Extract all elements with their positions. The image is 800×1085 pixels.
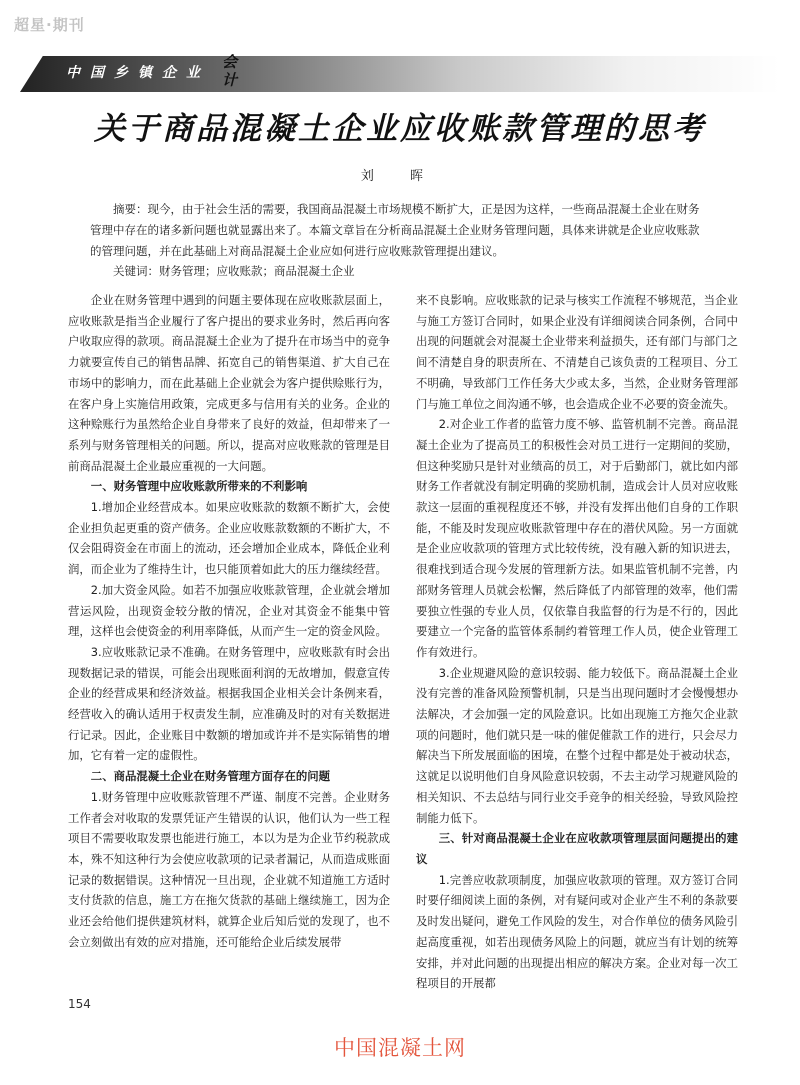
paragraph: 企业在财务管理中遇到的问题主要体现在应收账款层面上，应收账款是指当企业履行了客户提出的要求业务时，然后再向客户收取应得的款项。商品混凝土企业为了提升在市场当中的竞争力就要宣传自己的销售品牌、拓宽自己的销售渠道、扩大自己在市场中的影响力，而在此基础上企业就会为客户提供赊账行为，在客户身上实施信用政策，完成更多与信用有关的业务。企业的这种赊账行为虽然给企业自身带来了良好的效益，但却带来了一系列与财务管理相关的问题。所以，提高对应收账款的管理是目前商品混凝土企业最应重视的一大问题。 (68, 293, 390, 473)
section-heading: 一、财务管理中应收账款所带来的不利影响 (90, 479, 308, 494)
watermark: 超星·期刊 (14, 16, 85, 34)
right-column (416, 290, 738, 994)
paragraph: 3.应收账款记录不准确。在财务管理中，应收账款有时会出现数据记录的错误，可能会出现账面利润的无故增加，假意宣传企业的经营成果和经济效益。根据我国企业相关会计条例来看，经营收入的确认适用于权责发生制，应准确及时的对有关数据进行记录。因此，企业账目中数额的增加或许并不是实际销售的增加，它有着一定的虚假性。 (68, 644, 390, 763)
author: 刘 晖 (360, 169, 440, 184)
left-column (68, 290, 390, 953)
page-number: 154 (68, 997, 91, 1011)
paragraph: 1.财务管理中应收账款管理不严谨、制度不完善。企业财务工作者会对收取的发票凭证产生错误的认识，他们认为一些工程项目不需要收取发票也能进行施工，本以为是为企业节约税款成本，殊不知这种行为会使应收款项的记录者漏记，从而造成账面记录的数据错误。这种情况一旦出现，企业就不知道施工方适时支付货款的信息，施工方在拖欠货款的基础上继续施工，因为企业还会给他们提供建筑材料，就算企业后知后觉的发现了，也不会立刻做出有效的应对措施，还可能给企业后续发展带 (68, 789, 390, 949)
keywords: 关键词：财务管理；应收账款；商品混凝土企业 (113, 264, 355, 278)
section-heading: 三、针对商品混凝土企业在应收款项管理层面问题提出的建议 (416, 831, 738, 866)
paragraph: 来不良影响。应收账款的记录与核实工作流程不够规范，当企业与施工方签订合同时，如果企业没有详细阅读合同条例，合同中出现的问题就会对混凝土企业带来利益损失，还有部门与部门之间不清楚自身的职责所在、不清楚自己该负责的工程项目、分工不明确，导致部门工作任务大少或太多，当然，企业财务管理部门与施工单位之间沟通不够，也会造成企业不必要的资金流失。 (416, 293, 738, 411)
section-heading: 二、商品混凝土企业在财务管理方面存在的问题 (90, 769, 331, 784)
paragraph: 1.增加企业经营成本。如果应收账款的数额不断扩大，会使企业担负起更重的资产债务。企业应收账款数额的不断扩大，不仅会阻碍资金在市面上的流动，还会增加企业成本，降低企业利润，而企业为了维持生计，也只能顶着如此大的压力继续经营。 (68, 500, 390, 577)
article-title: 关于商品混凝土企业应收账款管理的思考 (94, 111, 706, 147)
abstract: 摘要：现今，由于社会生活的需要，我国商品混凝土市场规模不断扩大，正是因为这样，一些商品混凝土企业在财务管理中存在的诸多新问题也就显露出来了。本篇文章旨在分析商品混凝土企业财务管理问题，具体来讲就是企业应收账款的管理问题，并在此基础上对商品混凝土企业应如何进行应收账款管理提出建议。 (90, 202, 700, 258)
paragraph: 2.对企业工作者的监管力度不够、监管机制不完善。商品混凝土企业为了提高员工的积极性会对员工进行一定期间的奖励，但这种奖励只是针对业绩高的员工，对于后勤部门，就比如内部财务工作者就没有制定明确的奖励机制，造成会计人员对应收账款这一层面的重视程度还不够，并没有发挥出他们自身的工作职能，不能及时发现应收账款管理中存在的潜伏风险。另一方面就是企业应收款项的管理方式比较传统，没有融入新的知识进去，很难找到适合现今发展的管理新方法。如果监管机制不完善，内部财务管理人员就会松懈，然后降低了内部管理的效率，他们需要独立性强的专业人员，仅依靠自我监督的行为是不行的，因此要建立一个完备的监管体系制约着管理工作人员，使企业管理工作有效进行。 (416, 417, 738, 659)
paragraph: 3.企业规避风险的意识较弱、能力较低下。商品混凝土企业没有完善的准备风险预警机制，只是当出现问题时才会慢慢想办法解决，才会加强一定的风险意识。比如出现施工方拖欠企业款项的问题时，他们就只是一味的催促催款工作的进行，只会尽力解决当下所发展面临的困境，在整个过程中都是处于被动状态，这就足以说明他们自身风险意识较弱，不去主动学习规避风险的相关知识、不去总结与同行业交手竞争的相关经验，导致风险控制能力低下。 (416, 665, 738, 825)
paragraph: 2.加大资金风险。如若不加强应收账款管理，企业就会增加营运风险，出现资金较分散的情况，企业对其资金不能集中管理，这样也会使资金的利用率降低，从而产生一定的资金风险。 (68, 582, 390, 639)
banner-text: 中国乡镇企业 (66, 65, 210, 81)
banner-text-accounting: 会计 (222, 53, 246, 89)
paragraph: 1.完善应收款项制度，加强应收款项的管理。双方签订合同时要仔细阅读上面的条例，对有疑问或对企业产生不利的条款要及时发出疑问，避免工作风险的发生，对合作单位的债务风险引起高度重视，如若出现债务风险上的问题，就应当有计划的统筹安排，并对此问题的出现提出相应的解决方案。企业对每一次工程项目的开展都 (416, 872, 738, 991)
footer-watermark: 中国混凝土网 (334, 1036, 466, 1060)
